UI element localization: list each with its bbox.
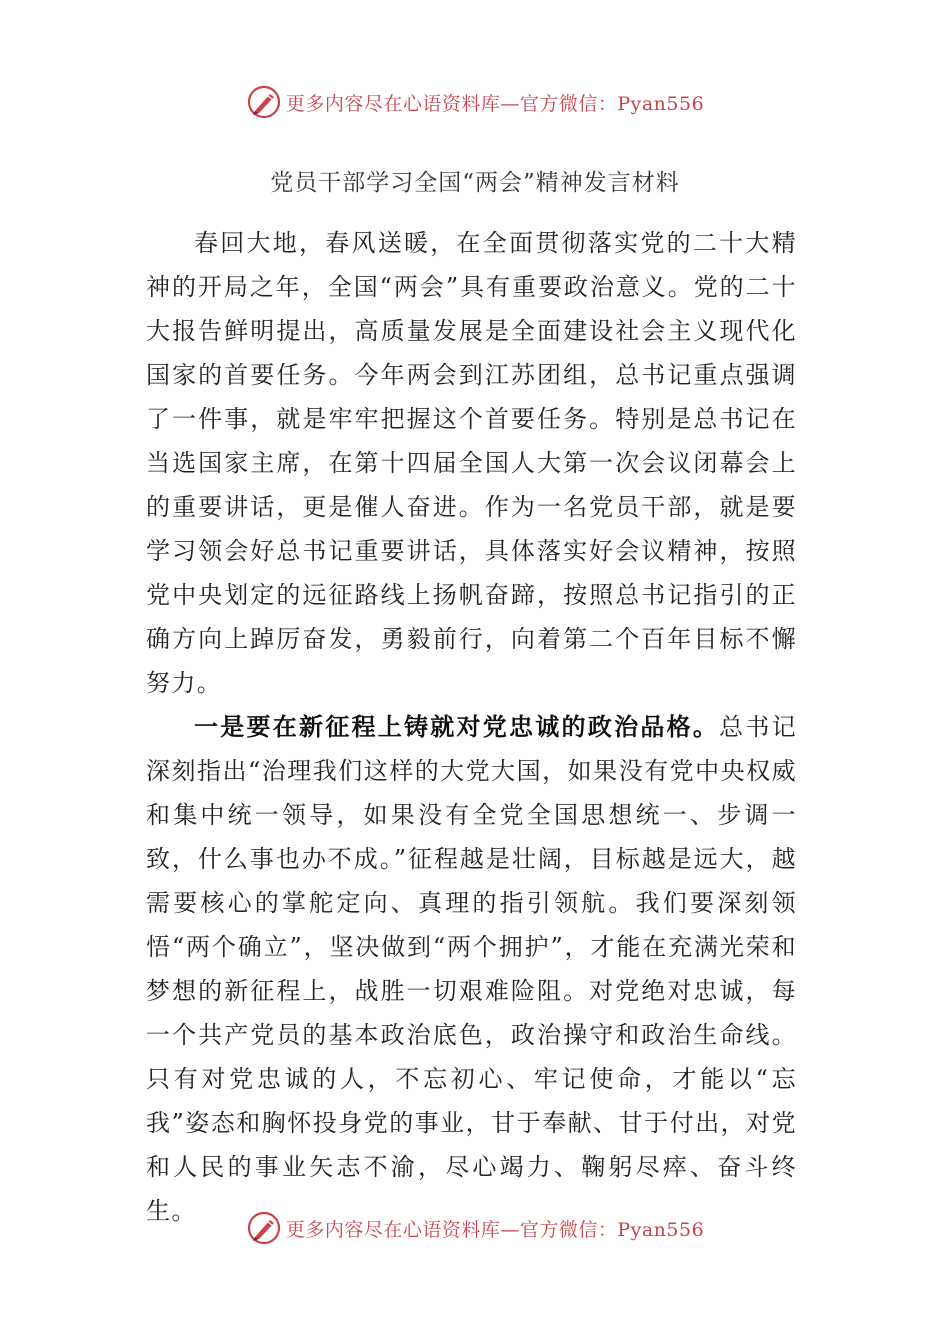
watermark-text: 更多内容尽在心语资料库—官方微信：Pyan556	[285, 92, 705, 115]
pen-logo-icon	[246, 1210, 282, 1246]
paragraph-intro	[146, 221, 797, 705]
paragraph-text: 春回大地，春风送暖，在全面贯彻落实党的二十大精神的开局之年，全国“两会”具有重要政治意义。党的二十大报告鲜明提出，高质量发展是全面建设社会主义现代化国家的首要任务。今年两会到江苏团组，总书记重点强调了一件事，就是牢牢把握这个首要任务。特别是总书记在当选国家主席，在第十四届全国人大第一次会议闭幕会上的重要讲话，更是催人奋进。作为一名党员干部，就是要学习领会好总书记重要讲话，具体落实好会议精神，按照党中央划定的远征路线上扬帆奋蹄，按照总书记指引的正确方向上踔厉奋发，勇毅前行，向着第二个百年目标不懈努力。	[146, 229, 797, 697]
watermark-header	[0, 82, 950, 122]
pen-logo-icon	[246, 84, 282, 120]
document-body	[146, 221, 797, 1233]
watermark-footer	[0, 1208, 950, 1248]
paragraph-text: 总书记深刻指出“治理我们这样的大党大国，如果没有党中央权威和集中统一领导，如果没有全党全国思想统一、步调一致，什么事也办不成。”征程越是壮阔，目标越是远大，越需要核心的掌舵定向、真理的指引领航。我们要深刻领悟“两个确立”，坚决做到“两个拥护”，才能在充满光荣和梦想的新征程上，战胜一切艰难险阻。对党绝对忠诚，每一个共产党员的基本政治底色，政治操守和政治生命线。只有对党忠诚的人，不忘初心、牢记使命，才能以“忘我”姿态和胸怀投身党的事业，甘于奉献、甘于付出，对党和人民的事业矢志不渝，尽心竭力、鞠躬尽瘁、奋斗终生。	[146, 713, 798, 1225]
paragraph-lead-heading: 一是要在新征程上铸就对党忠诚的政治品格。	[194, 712, 720, 741]
paragraph-point-one	[146, 705, 797, 1233]
document-title: 党员干部学习全国“两会”精神发言材料	[270, 170, 680, 196]
watermark-text: 更多内容尽在心语资料库—官方微信：Pyan556	[285, 1218, 705, 1241]
